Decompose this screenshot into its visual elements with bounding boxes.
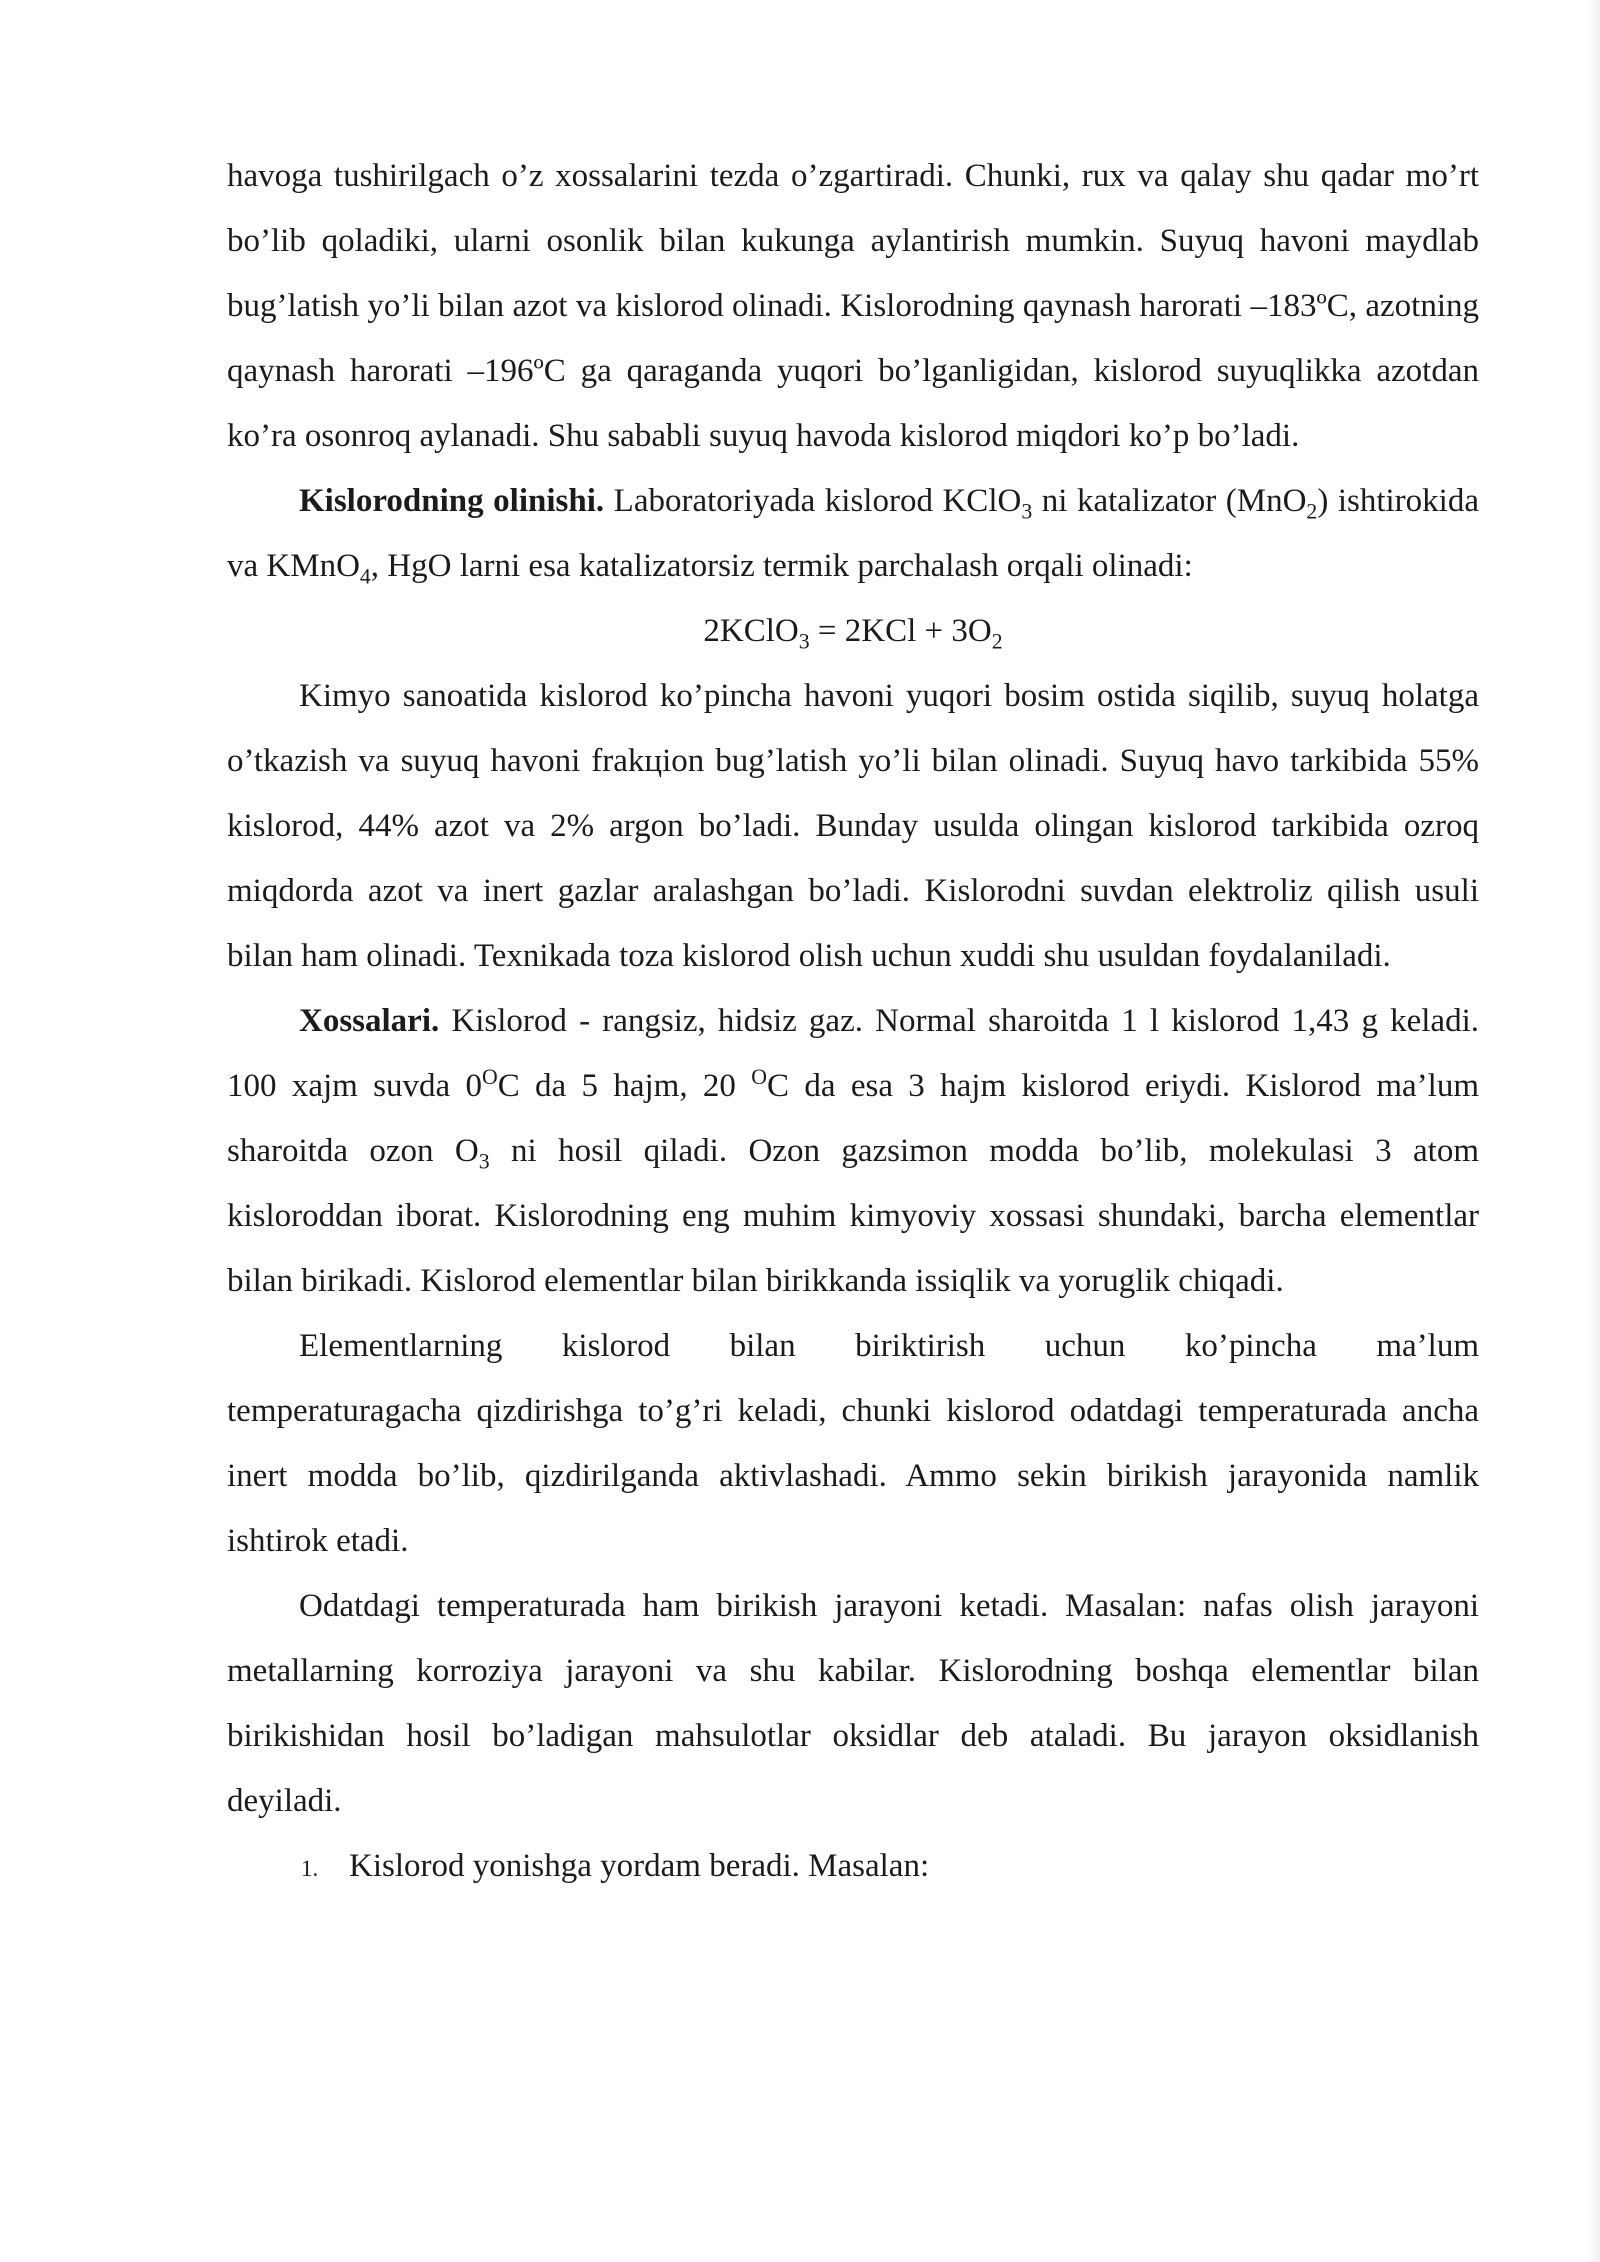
list-item-text: Kislorod yonishga yordam beradi. Masalan: <box>349 1848 930 1884</box>
list-item-number: 1. <box>301 1856 319 1881</box>
paragraph-element-binding-rest: temperaturagacha qizdirishga to’g’ri keladi, chunki kislorod odatdagi temperaturada ancha inert modda bo’lib, qizdirilganda aktivlashadi. Ammo sekin birikish jarayonida namlik ishtirok etadi. <box>227 1393 1479 1559</box>
paragraph-air-liquefaction: havoga tushirilgach o’z xossalarini tezda o’zgartiradi. Chunki, rux va qalay shu qadar mo’rt bo’lib qoladiki, ularni osonlik bilan kukunga aylantirish mumkin. Suyuq havoni maydlab bug’latish yo’li bilan azot va kislorod olinadi. Kislorodning qaynash harorati –183ºC, azotning qaynash harorati –196ºC ga qaraganda yuqori bo’lganligidan, kislorod suyuqlikka azotdan ko’ra osonroq aylanadi. Shu sababli suyuq havoda kislorod miqdori ko’p bo’ladi. <box>227 158 1479 454</box>
paragraph-industrial-production: Kimyo sanoatida kislorod ko’pincha havoni yuqori bosim ostida siqilib, suyuq holatga o’tkazish va suyuq havoni frakцion bug’latish yo’li bilan olinadi. Suyuq havo tarkibida 55% kislorod, 44% azot va 2% argon bo’ladi. Bunday usulda olingan kislorod tarkibida ozroq miqdorda azot va inert gazlar aralashgan bo’ladi. Kislorodni suvdan elektroliz qilish usuli bilan ham olinadi. Texnikada toza kislorod olish uchun xuddi shu usuldan foydalaniladi. <box>227 678 1479 974</box>
list-item <box>227 1834 1479 1901</box>
paragraph-element-binding-line1: Elementlarning kislorod bilan biriktirish uchun ko’pincha ma’lum <box>299 1328 1479 1364</box>
section-heading-properties: Xossalari. <box>299 1003 440 1039</box>
chemical-equation: 2KClO$_3$ = $2KCl + 3O_2$ <box>703 613 1003 654</box>
section-heading-production: Kislorodning olinishi. <box>299 483 605 519</box>
paragraph-oxidation: Odatdagi temperaturada ham birikish jarayoni ketadi. Masalan: nafas olish jarayoni metallarning korroziya jarayoni va shu kabilar. Kislorodning boshqa elementlar bilan birikishidan hosil bo’ladigan mahsulotlar oksidlar deb ataladi. Bu jarayon oksidlanish deyiladi. <box>227 1588 1479 1819</box>
paragraph-oxygen-production: Kislorodning olinishi. Laboratoriyada kislorod KClO$_3$ ni katalizator (MnO$_2$) ishtirokida va KMnO$_4$, HgO larni esa katalizatorsiz termik parchalash orqali olinadi: <box>227 483 1479 589</box>
document-body <box>227 144 1479 1901</box>
paragraph-properties: Xossalari. Kislorod - rangsiz, hidsiz gaz. Normal sharoitda 1 l kislorod 1,43 g keladi. 100 xajm suvda $0^OC$ da 5 hajm, 20 $^O$C da esa 3 hajm kislorod eriydi. Kislorod ma’lum sharoitda ozon $O_3$ ni hosil qiladi. Ozon gazsimon modda bo’lib, molekulasi 3 atom kisloroddan iborat. Kislorodning eng muhim kimyoviy xossasi shundaki, barcha elementlar bilan birikadi. Kislorod elementlar bilan birikkanda issiqlik va yoruglik chiqadi. <box>227 1003 1479 1299</box>
page-edge-shadow <box>1586 0 1600 2262</box>
